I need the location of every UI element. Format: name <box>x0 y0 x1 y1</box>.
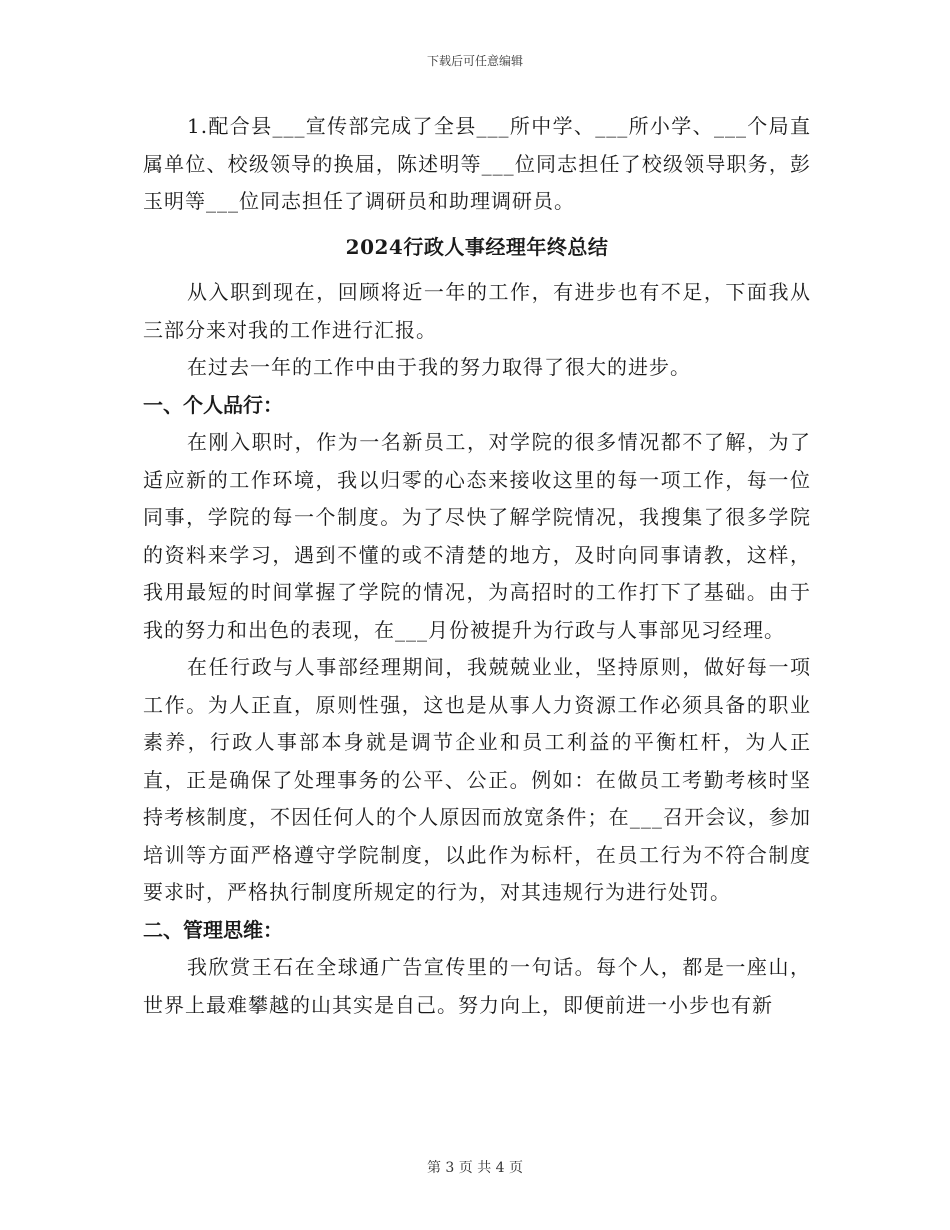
intro-paragraph: 1.配合县___宣传部完成了全县___所中学、___所小学、___个局直属单位、校级领导的换届，陈述明等___位同志担任了校级领导职务，彭玉明等___位同志担任了调研员和助理调研员。 <box>143 114 811 213</box>
document-body <box>143 108 811 1024</box>
section1-paragraph-2: 在任行政与人事部经理期间，我兢兢业业，坚持原则，做好每一项工作。为人正直，原则性强，这也是从事人力资源工作必须具备的职业素养，行政人事部本身就是调节企业和员工利益的平衡杠杆，为人正直，正是确保了处理事务的公平、公正。例如：在做员工考勤考核时坚持考核制度，不因任何人的个人原因而放宽条件；在___召开会议，参加培训等方面严格遵守学院制度，以此作为标杆，在员工行为不符合制度要求时，严格执行制度所规定的行为，对其违规行为进行处罚。 <box>143 655 811 904</box>
progress-paragraph: 在过去一年的工作中由于我的努力取得了很大的进步。 <box>187 355 691 379</box>
section2-paragraph-1: 我欣赏王石在全球通广告宣传里的一句话。每个人，都是一座山，世界上最难攀越的山其实是自己。努力向上，即便前进一小步也有新 <box>143 955 811 1017</box>
section-heading-personal-conduct: 一、个人品行： <box>143 392 283 417</box>
section1-paragraph-1: 在刚入职时，作为一名新员工，对学院的很多情况都不了解，为了适应新的工作环境，我以归零的心态来接收这里的每一项工作，每一位同事，学院的每一个制度。为了尽快了解学院情况，我搜集了很多学院的资料来学习，遇到不懂的或不清楚的地方，及时向同事请教，这样，我用最短的时间掌握了学院的情况，为高招时的工作打下了基础。由于我的努力和出色的表现，在___月份被提升为行政与人事部见习经理。 <box>143 430 811 642</box>
page-number-footer: 第 3 页 共 4 页 <box>426 1160 524 1176</box>
page-header-note: 下载后可任意编辑 <box>426 54 523 68</box>
section-heading-management-thinking: 二、管理思维： <box>143 917 283 942</box>
document-title: 2024行政人事经理年终总结 <box>345 234 609 259</box>
opening-paragraph: 从入职到现在，回顾将近一年的工作，有进步也有不足，下面我从三部分来对我的工作进行汇报。 <box>143 280 811 342</box>
